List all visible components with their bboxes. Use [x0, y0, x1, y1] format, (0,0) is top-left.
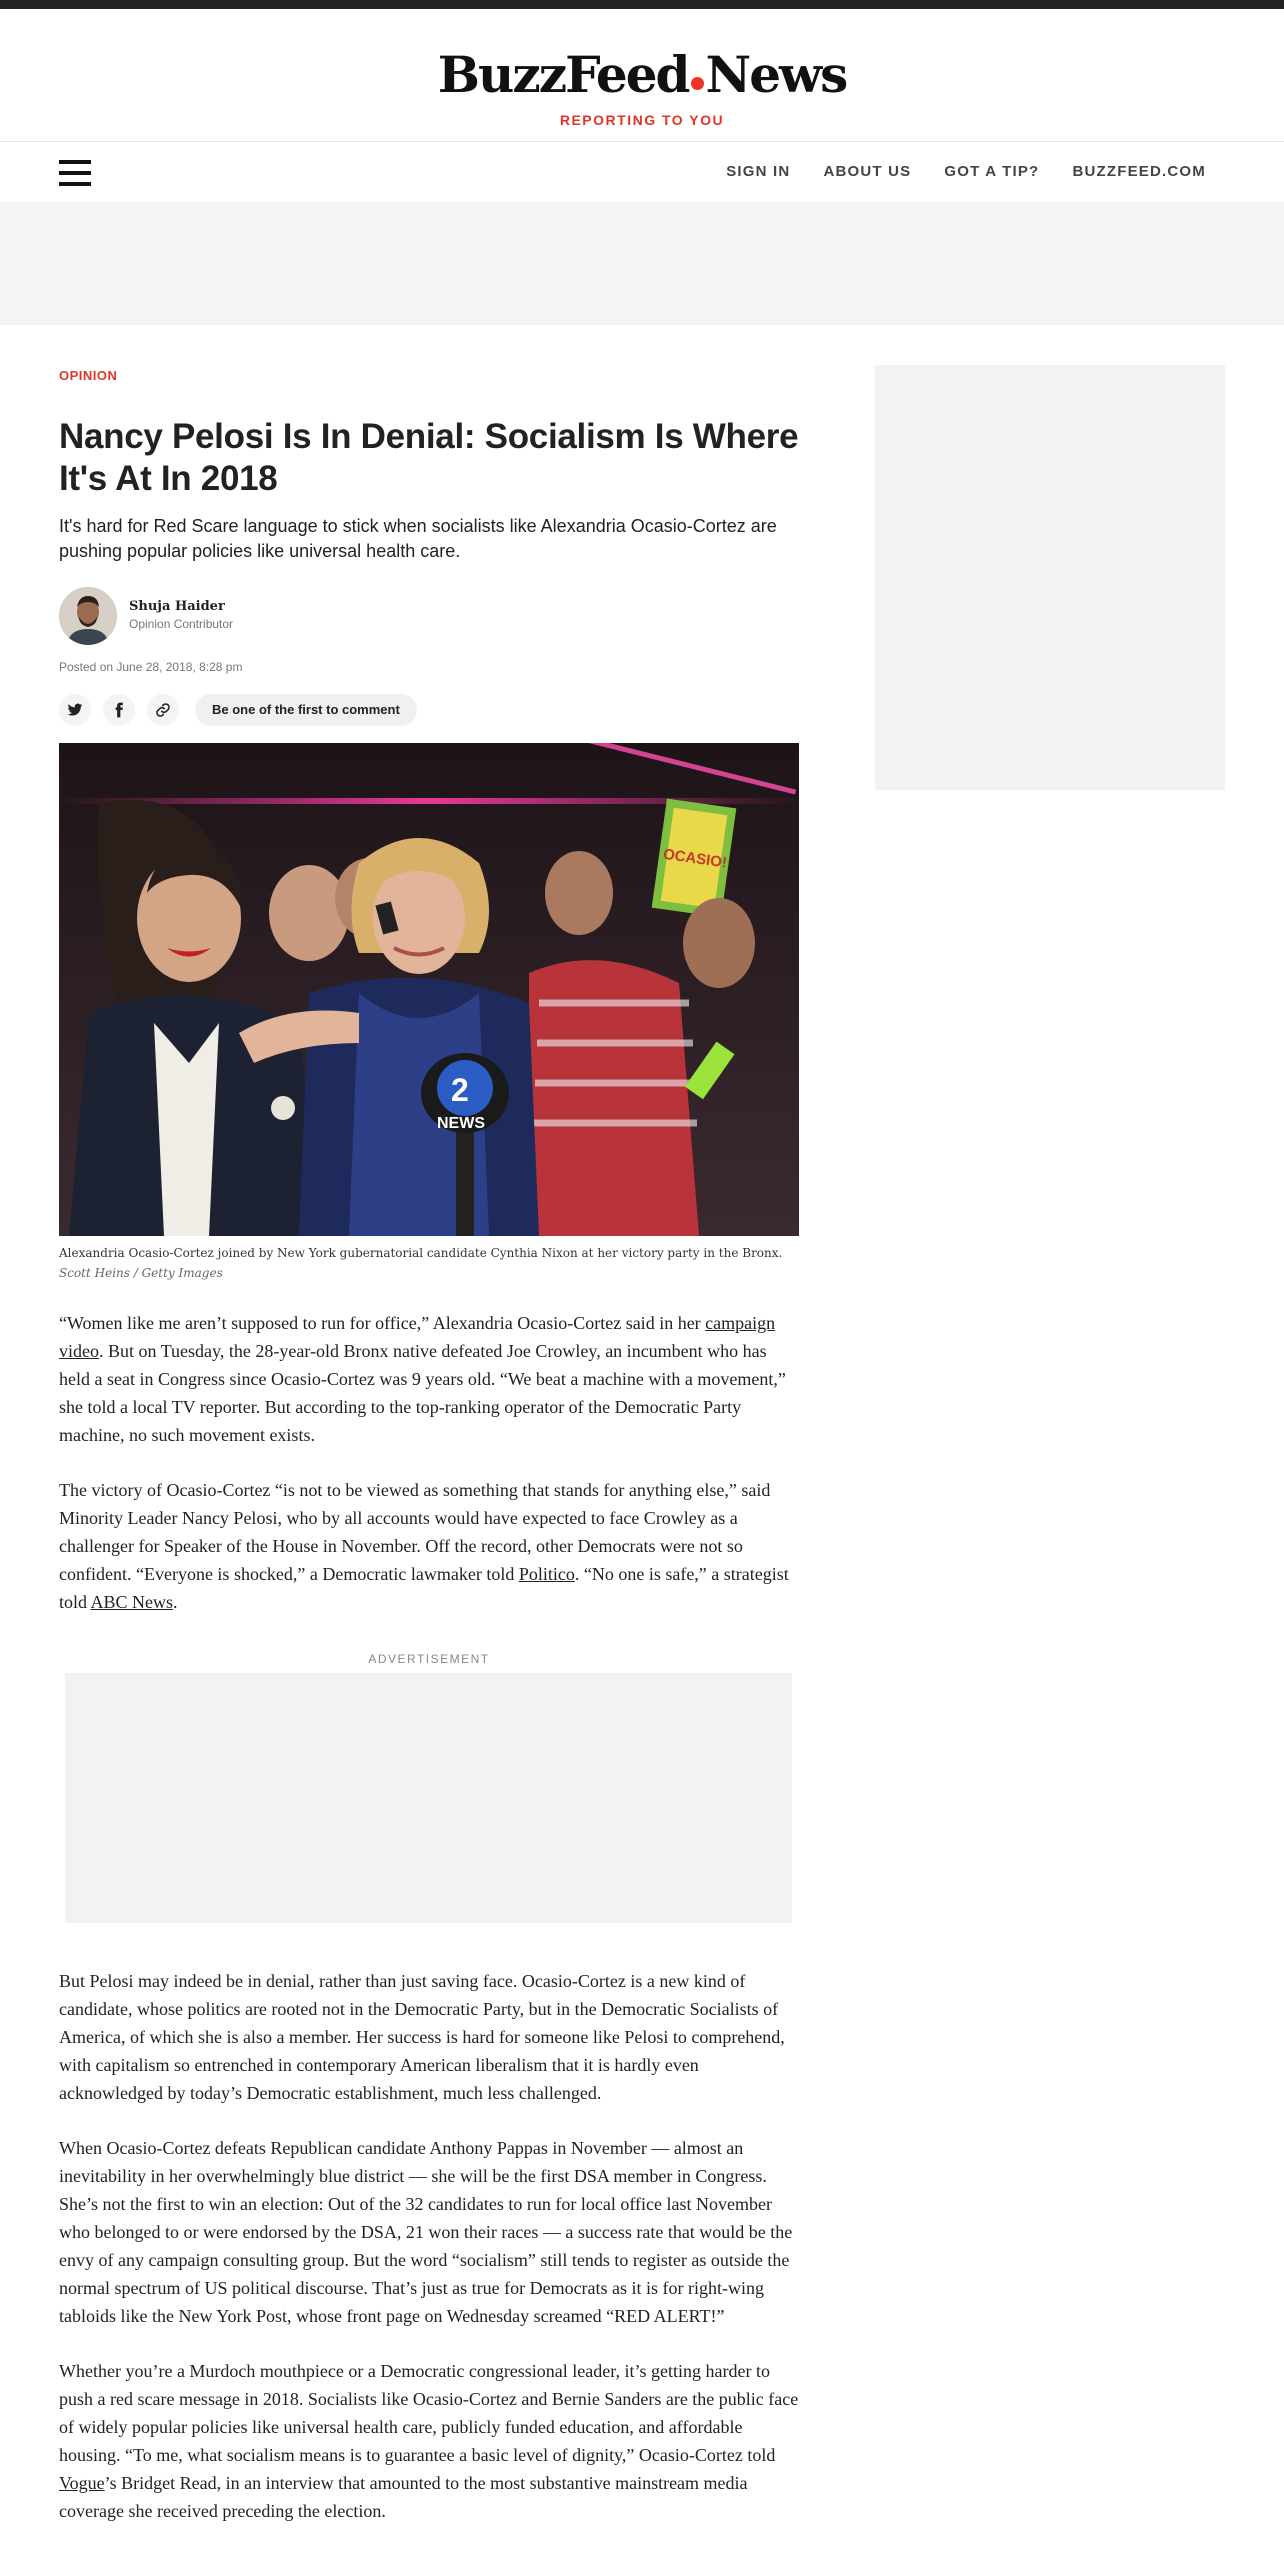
abc-news-link[interactable]: ABC News [90, 1592, 174, 1612]
logo-text-buzzfeed: BuzzFeed [437, 45, 689, 104]
photo-credit: Scott Heins / Getty Images [59, 1266, 223, 1280]
nav-got-a-tip[interactable]: GOT A TIP? [944, 163, 1040, 180]
mic-label-news: NEWS [437, 1115, 485, 1132]
nav-bar [0, 142, 1284, 203]
author-avatar[interactable] [59, 587, 117, 645]
author-role: Opinion Contributor [129, 617, 234, 631]
lead-photo[interactable] [59, 743, 799, 1236]
byline [59, 587, 799, 649]
logo-dot-icon [691, 77, 704, 90]
tagline: REPORTING TO YOU [559, 112, 725, 128]
campaign-sign-text: OCASIO! [662, 845, 728, 872]
ad-label: ADVERTISEMENT [368, 1652, 490, 1666]
author-name[interactable]: Shuja Haider [129, 599, 225, 614]
article-kicker[interactable]: OPINION [59, 368, 118, 383]
top-ad-banner[interactable] [0, 203, 1284, 325]
nav-links [726, 163, 1206, 180]
comment-button[interactable]: Be one of the first to comment [195, 694, 417, 726]
in-article-ad[interactable] [65, 1673, 792, 1923]
campaign-video-link[interactable]: campaign video [59, 1313, 776, 1361]
article [59, 365, 799, 2525]
nav-sign-in[interactable]: SIGN IN [726, 163, 791, 180]
politico-link[interactable]: Politico [518, 1564, 575, 1584]
paragraph-4: When Ocasio-Cortez defeats Republican candidate Anthony Pappas in November — almost an inevitability in her overwhelmingly blue district — she will be the first DSA member in Congress. She’s not the first to win an election: Out of the 32 candidates to run for local office last November who belonged to or were endorsed by the DSA, 21 won their races — a success rate that would be the envy of any campaign consulting group. But the word “socialism” still tends to register as outside the normal spectrum of US political discourse. That’s just as true for Democrats as it is for right-wing tabloids like the New York Post, whose front page on Wednesday screamed “RED ALERT!” [59, 2138, 793, 2326]
article-title: Nancy Pelosi Is In Denial: Socialism Is Where It's At In 2018 [59, 417, 799, 498]
mic-label-number: 2 [451, 1072, 469, 1108]
nav-about-us[interactable]: ABOUT US [823, 163, 912, 180]
share-bar [59, 692, 799, 728]
masthead [0, 9, 1284, 142]
twitter-icon[interactable] [59, 694, 91, 726]
paragraph-1: “Women like me aren’t supposed to run for office,” Alexandria Ocasio-Cortez said in her campaign video. But on Tuesday, the 28-year-old Bronx native defeated Joe Crowley, an incumbent who has held a seat in Congress since Ocasio-Cortez was 9 years old. “We beat a machine with a movement,” she told a local TV reporter. But according to the top-ranking operator of the Democratic Party machine, no such movement exists. [59, 1313, 786, 1445]
nav-buzzfeed-com[interactable]: BUZZFEED.COM [1072, 163, 1206, 180]
posted-date: Posted on June 28, 2018, 8:28 pm [59, 660, 243, 674]
site-logo[interactable] [0, 45, 1284, 104]
top-bar [0, 0, 1284, 9]
link-icon[interactable] [147, 694, 179, 726]
hamburger-menu-icon[interactable] [59, 160, 91, 186]
article-dek: It's hard for Red Scare language to stick when socialists like Alexandria Ocasio-Cortez are pushing popular policies like universal health care. [59, 516, 777, 561]
paragraph-5: Whether you’re a Murdoch mouthpiece or a Democratic congressional leader, it’s getting harder to push a red scare message in 2018. Socialists like Ocasio-Cortez and Bernie Sanders are the public face of widely popular policies like universal health care, publicly funded education, and affordable housing. “To me, what socialism means is to guarantee a basic level of dignity,” Ocasio-Cortez told Vogue’s Bridget Read, in an interview that amounted to the most substantive mainstream media coverage she received preceding the election. [59, 2361, 799, 2521]
sidebar-ad[interactable] [875, 365, 1225, 790]
logo-text-news: News [705, 45, 847, 104]
paragraph-3: But Pelosi may indeed be in denial, rather than just saving face. Ocasio-Cortez is a new kind of candidate, whose politics are rooted not in the Democratic Party, but in the Democratic Socialists of America, of which she is also a member. Her success is hard for someone like Pelosi to comprehend, with capitalism so entrenched in contemporary American liberalism that it is hardly even acknowledged by today’s Democratic establishment, much less challenged. [59, 1971, 785, 2103]
photo-caption: Alexandria Ocasio-Cortez joined by New York gubernatorial candidate Cynthia Nixon at her victory party in the Bronx. [59, 1246, 783, 1260]
vogue-link[interactable]: Vogue [59, 2473, 105, 2493]
facebook-icon[interactable] [103, 694, 135, 726]
paragraph-2: The victory of Ocasio-Cortez “is not to be viewed as something that stands for anything else,” said Minority Leader Nancy Pelosi, who by all accounts would have expected to face Crowley as a challenger for Speaker of the House in November. Off the record, other Democrats were not so confident. “Everyone is shocked,” a Democratic lawmaker told Politico. “No one is safe,” a strategist told ABC News. [59, 1480, 789, 1612]
